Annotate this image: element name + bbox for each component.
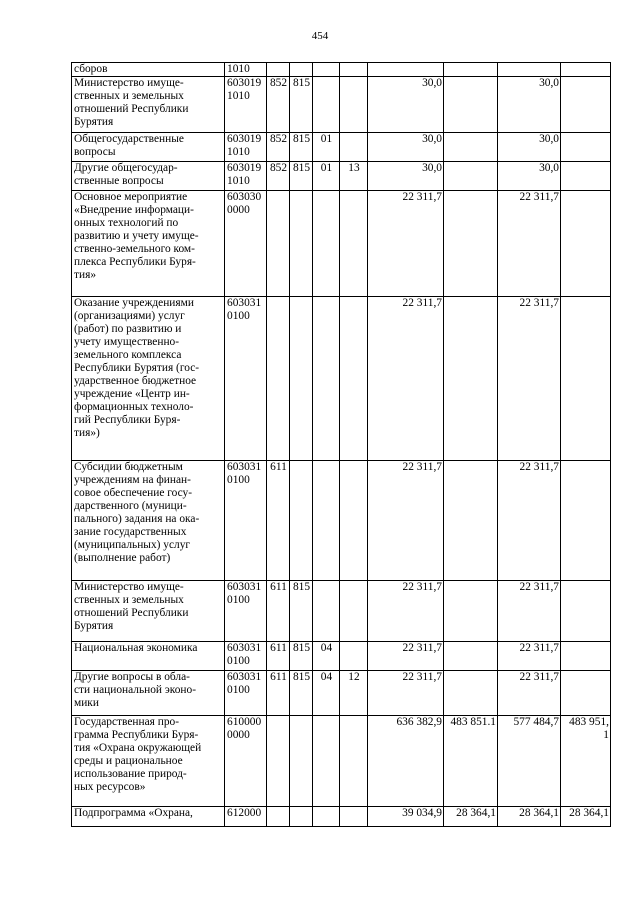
page-number: 454 xyxy=(311,30,329,42)
row-rz-cell xyxy=(313,191,340,297)
table-row xyxy=(72,461,611,581)
row-sum4-cell xyxy=(561,191,611,297)
row-vr-cell xyxy=(267,191,290,297)
row-sum1-cell: 22 311,7 xyxy=(368,191,444,297)
row-sum4-cell xyxy=(561,642,611,671)
row-sum1-cell: 636 382,9 xyxy=(368,716,444,807)
table-row xyxy=(72,77,611,133)
row-sum3-cell: 577 484,7 xyxy=(498,716,561,807)
row-pr-cell: 13 xyxy=(340,162,368,191)
row-grbs-cell xyxy=(290,63,313,77)
row-grbs-cell: 815 xyxy=(290,133,313,162)
row-grbs-cell xyxy=(290,716,313,807)
row-rz-cell: 04 xyxy=(313,642,340,671)
table-row xyxy=(72,297,611,461)
row-sum1-cell: 22 311,7 xyxy=(368,581,444,642)
row-csr-cell: 603031 0100 xyxy=(225,297,267,461)
row-sum3-cell: 22 311,7 xyxy=(498,297,561,461)
row-sum3-cell: 22 311,7 xyxy=(498,642,561,671)
row-grbs-cell xyxy=(290,461,313,581)
row-sum3-cell: 22 311,7 xyxy=(498,461,561,581)
table-row xyxy=(72,162,611,191)
row-vr-cell xyxy=(267,716,290,807)
row-name-cell: Другие вопросы в обла- сти национальной эконо- мики xyxy=(72,671,225,716)
row-grbs-cell xyxy=(290,191,313,297)
row-vr-cell: 611 xyxy=(267,642,290,671)
row-name-cell: Государственная про- грамма Республики Буря- тия «Охрана окружающей среды и рациональное использование природ- ных ресурсов» xyxy=(72,716,225,807)
row-sum1-cell: 22 311,7 xyxy=(368,642,444,671)
row-csr-cell: 603019 1010 xyxy=(225,77,267,133)
row-vr-cell: 611 xyxy=(267,671,290,716)
row-sum1-cell xyxy=(368,63,444,77)
row-sum2-cell xyxy=(444,162,498,191)
row-sum1-cell: 30,0 xyxy=(368,77,444,133)
row-vr-cell: 852 xyxy=(267,162,290,191)
row-vr-cell: 611 xyxy=(267,581,290,642)
row-sum2-cell xyxy=(444,461,498,581)
row-rz-cell xyxy=(313,63,340,77)
row-grbs-cell: 815 xyxy=(290,162,313,191)
row-csr-cell: 1010 xyxy=(225,63,267,77)
row-csr-cell: 603019 1010 xyxy=(225,133,267,162)
row-csr-cell: 603031 0100 xyxy=(225,581,267,642)
row-grbs-cell: 815 xyxy=(290,581,313,642)
row-rz-cell xyxy=(313,461,340,581)
row-sum4-cell xyxy=(561,63,611,77)
row-sum4-cell xyxy=(561,77,611,133)
row-rz-cell: 04 xyxy=(313,671,340,716)
row-pr-cell xyxy=(340,77,368,133)
row-vr-cell xyxy=(267,63,290,77)
budget-table xyxy=(71,62,611,827)
row-sum4-cell xyxy=(561,297,611,461)
row-sum2-cell xyxy=(444,191,498,297)
row-sum3-cell xyxy=(498,63,561,77)
row-pr-cell xyxy=(340,63,368,77)
row-pr-cell xyxy=(340,716,368,807)
table-row xyxy=(72,191,611,297)
row-rz-cell xyxy=(313,77,340,133)
row-sum4-cell: 483 951, 1 xyxy=(561,716,611,807)
row-name-cell: Основное мероприятие «Внедрение информаци- онных технологий по развитию и учету имуще- ственно-земельного ком- плекса Республики Буря- тия» xyxy=(72,191,225,297)
row-csr-cell: 603019 1010 xyxy=(225,162,267,191)
row-name-cell: Министерство имуще- ственных и земельных отношений Республики Бурятия xyxy=(72,77,225,133)
row-pr-cell xyxy=(340,133,368,162)
row-rz-cell xyxy=(313,807,340,827)
row-sum4-cell xyxy=(561,461,611,581)
row-sum4-cell xyxy=(561,581,611,642)
row-vr-cell: 852 xyxy=(267,77,290,133)
row-rz-cell xyxy=(313,716,340,807)
row-rz-cell: 01 xyxy=(313,133,340,162)
row-pr-cell xyxy=(340,642,368,671)
row-name-cell: Подпрограмма «Охрана, xyxy=(72,807,225,827)
row-grbs-cell: 815 xyxy=(290,671,313,716)
row-sum4-cell xyxy=(561,671,611,716)
row-name-cell: сборов xyxy=(72,63,225,77)
table-row xyxy=(72,716,611,807)
row-sum3-cell: 28 364,1 xyxy=(498,807,561,827)
row-sum3-cell: 22 311,7 xyxy=(498,191,561,297)
row-sum3-cell: 30,0 xyxy=(498,133,561,162)
row-sum2-cell xyxy=(444,63,498,77)
row-name-cell: Другие общегосудар- ственные вопросы xyxy=(72,162,225,191)
row-pr-cell xyxy=(340,807,368,827)
table-row xyxy=(72,807,611,827)
row-sum2-cell xyxy=(444,581,498,642)
row-vr-cell: 611 xyxy=(267,461,290,581)
row-sum4-cell xyxy=(561,162,611,191)
row-sum3-cell: 22 311,7 xyxy=(498,671,561,716)
row-sum2-cell: 483 851.1 xyxy=(444,716,498,807)
row-sum4-cell xyxy=(561,133,611,162)
table-row xyxy=(72,63,611,77)
row-vr-cell xyxy=(267,807,290,827)
row-sum2-cell xyxy=(444,297,498,461)
row-vr-cell: 852 xyxy=(267,133,290,162)
row-pr-cell xyxy=(340,297,368,461)
row-name-cell: Оказание учреждениями (организациями) услуг (работ) по развитию и учету имущественно- земельного комплекса Республики Бурятия (гос- ударственное бюджетное учреждение «Центр ин- формационных техноло- гий Республики Буря- тия») xyxy=(72,297,225,461)
row-rz-cell xyxy=(313,297,340,461)
row-sum2-cell xyxy=(444,642,498,671)
row-grbs-cell xyxy=(290,297,313,461)
row-sum1-cell: 22 311,7 xyxy=(368,461,444,581)
row-sum3-cell: 22 311,7 xyxy=(498,581,561,642)
row-pr-cell xyxy=(340,191,368,297)
row-sum1-cell: 22 311,7 xyxy=(368,297,444,461)
row-rz-cell: 01 xyxy=(313,162,340,191)
row-grbs-cell: 815 xyxy=(290,642,313,671)
row-sum2-cell: 28 364,1 xyxy=(444,807,498,827)
row-grbs-cell: 815 xyxy=(290,77,313,133)
row-csr-cell: 603030 0000 xyxy=(225,191,267,297)
row-csr-cell: 610000 0000 xyxy=(225,716,267,807)
row-sum2-cell xyxy=(444,77,498,133)
table-row xyxy=(72,642,611,671)
row-sum2-cell xyxy=(444,133,498,162)
table-row xyxy=(72,133,611,162)
row-name-cell: Министерство имуще- ственных и земельных отношений Республики Бурятия xyxy=(72,581,225,642)
row-sum4-cell: 28 364,1 xyxy=(561,807,611,827)
row-csr-cell: 603031 0100 xyxy=(225,642,267,671)
row-pr-cell: 12 xyxy=(340,671,368,716)
row-sum1-cell: 30,0 xyxy=(368,133,444,162)
row-csr-cell: 603031 0100 xyxy=(225,671,267,716)
row-sum1-cell: 30,0 xyxy=(368,162,444,191)
row-name-cell: Субсидии бюджетным учреждениям на финан- совое обеспечение госу- дарственного (муници- пального) задания на ока- зание государственных (муниципальных) услуг (выполнение работ) xyxy=(72,461,225,581)
row-name-cell: Национальная экономика xyxy=(72,642,225,671)
row-name-cell: Общегосударственные вопросы xyxy=(72,133,225,162)
row-csr-cell: 603031 0100 xyxy=(225,461,267,581)
row-csr-cell: 612000 xyxy=(225,807,267,827)
row-sum1-cell: 22 311,7 xyxy=(368,671,444,716)
table-row xyxy=(72,581,611,642)
row-vr-cell xyxy=(267,297,290,461)
row-sum3-cell: 30,0 xyxy=(498,77,561,133)
row-sum2-cell xyxy=(444,671,498,716)
row-rz-cell xyxy=(313,581,340,642)
row-pr-cell xyxy=(340,581,368,642)
table-row xyxy=(72,671,611,716)
row-grbs-cell xyxy=(290,807,313,827)
row-sum1-cell: 39 034,9 xyxy=(368,807,444,827)
row-sum3-cell: 30,0 xyxy=(498,162,561,191)
row-pr-cell xyxy=(340,461,368,581)
